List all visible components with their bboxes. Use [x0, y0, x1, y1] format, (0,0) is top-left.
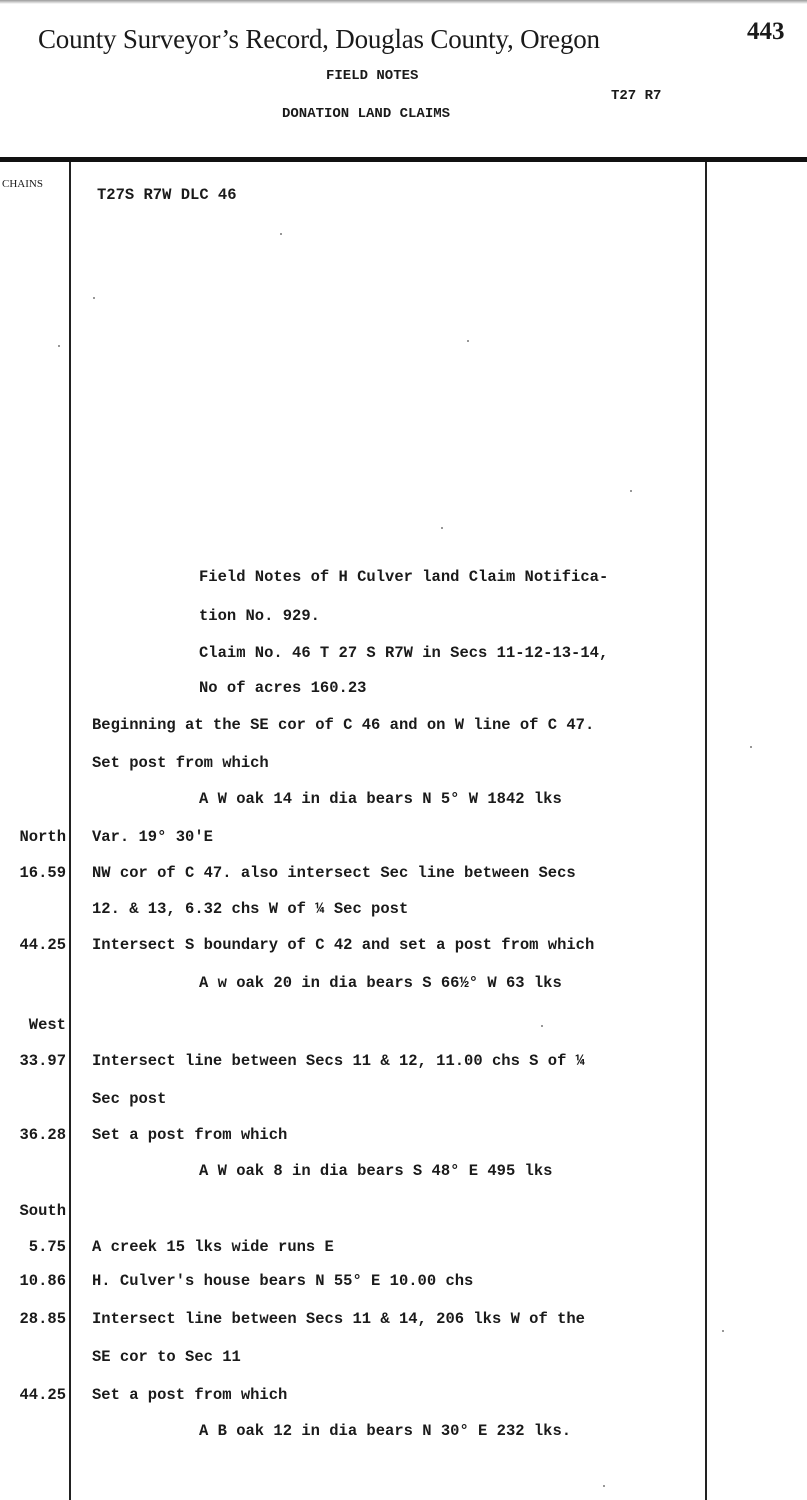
chain-value: West: [28, 1016, 66, 1034]
paper-speck: [630, 490, 632, 492]
bearing-tree-line: A B oak 12 in dia bears N 30° E 232 lks.: [199, 1422, 572, 1440]
paper-speck: [58, 345, 60, 347]
bearing-tree-line: A w oak 20 in dia bears S 66½° W 63 lks: [199, 974, 562, 992]
chain-value: 5.75: [28, 1238, 66, 1256]
intro-line: tion No. 929.: [199, 607, 320, 625]
field-note-line: A creek 15 lks wide runs E: [92, 1238, 334, 1256]
field-note-line: Intersect line between Secs 11 & 12, 11.00 chs S of ¼: [92, 1052, 585, 1070]
township-label: T27 R7: [611, 88, 662, 104]
field-note-line: 12. & 13, 6.32 chs W of ¼ Sec post: [92, 900, 409, 918]
chain-value: 16.59: [19, 864, 66, 882]
paper-speck: [441, 527, 443, 529]
bearing-tree-line: A W oak 8 in dia bears S 48° E 495 lks: [199, 1162, 553, 1180]
right-margin-rule: [705, 162, 707, 1500]
chain-value: 33.97: [19, 1052, 66, 1070]
field-note-line: NW cor of C 47. also intersect Sec line between Secs: [92, 864, 576, 882]
page-top-edge: [0, 0, 807, 4]
bearing-tree-line: A W oak 14 in dia bears N 5° W 1842 lks: [199, 790, 562, 808]
chains-column-header: CHAINS: [2, 178, 43, 190]
header-divider: [0, 157, 807, 162]
field-note-line: Set post from which: [92, 754, 269, 772]
chain-value: 36.28: [19, 1126, 66, 1144]
paper-speck: [93, 297, 95, 299]
field-note-line: Beginning at the SE cor of C 46 and on W line of C 47.: [92, 716, 595, 734]
intro-line: No of acres 160.23: [199, 679, 367, 697]
chain-value: 44.25: [19, 936, 66, 954]
intro-line: Field Notes of H Culver land Claim Notifica-: [199, 568, 609, 586]
field-note-line: Set a post from which: [92, 1386, 288, 1404]
chain-value: North: [19, 828, 66, 846]
page-number: 443: [747, 18, 785, 45]
claim-heading: T27S R7W DLC 46: [97, 186, 237, 204]
paper-speck: [750, 746, 752, 748]
subtitle-field-notes: FIELD NOTES: [326, 68, 419, 84]
paper-speck: [541, 1025, 543, 1027]
field-note-line: Set a post from which: [92, 1126, 288, 1144]
chain-value: 10.86: [19, 1272, 66, 1290]
intro-line: Claim No. 46 T 27 S R7W in Secs 11-12-13-14,: [199, 644, 609, 662]
chain-value: 28.85: [19, 1310, 66, 1328]
chain-value: South: [19, 1202, 66, 1220]
field-note-line: H. Culver's house bears N 55° E 10.00 chs: [92, 1272, 474, 1290]
paper-speck: [280, 233, 282, 235]
field-note-line: SE cor to Sec 11: [92, 1348, 241, 1366]
chain-value: 44.25: [19, 1386, 66, 1404]
page-title: County Surveyor’s Record, Douglas County, Oregon: [38, 24, 600, 54]
field-note-line: Intersect S boundary of C 42 and set a post from which: [92, 936, 595, 954]
paper-speck: [722, 1330, 724, 1332]
field-note-line: Intersect line between Secs 11 & 14, 206 lks W of the: [92, 1310, 585, 1328]
field-note-line: Var. 19° 30'E: [92, 828, 213, 846]
paper-speck: [467, 340, 469, 342]
paper-speck: [603, 1485, 605, 1487]
subtitle-donation-land-claims: DONATION LAND CLAIMS: [282, 106, 451, 122]
field-note-line: Sec post: [92, 1090, 167, 1108]
chains-column-rule: [69, 162, 71, 1500]
